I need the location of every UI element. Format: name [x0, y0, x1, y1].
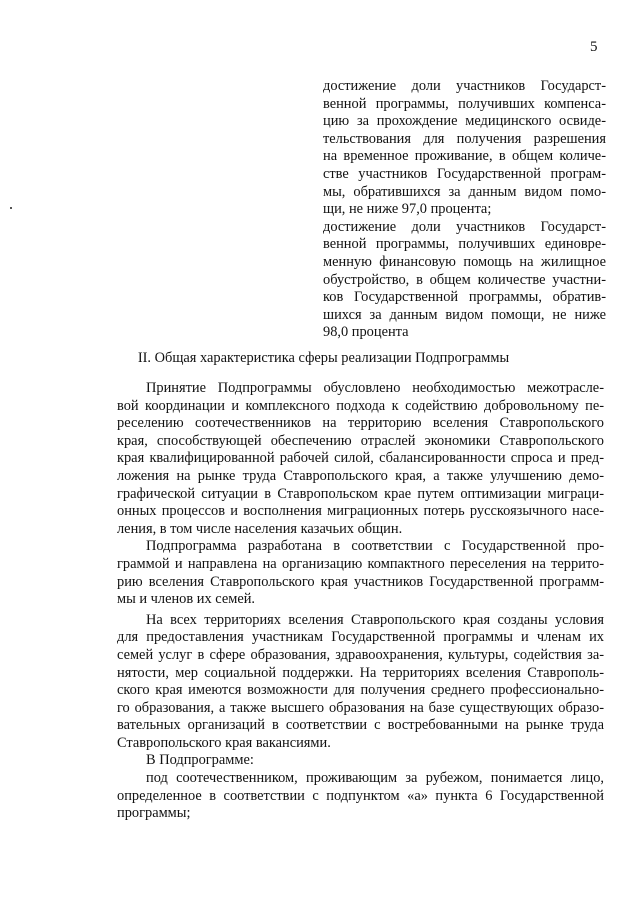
indicator-line: на временное проживание, в общем количе- — [323, 148, 606, 165]
indicator-line: щи, не ниже 97,0 процента; — [323, 201, 492, 218]
indicator-line: шихся за данным видом помощи, не ниже — [323, 306, 606, 323]
body-line: ского края имеются возможности для получения среднего профессионально- — [117, 682, 604, 699]
section-body — [117, 380, 604, 823]
body-line: На всех территориях вселения Ставропольского края созданы условия — [146, 611, 604, 628]
body-line: го образования, а также высшего образования на базе существующих образо- — [117, 699, 604, 716]
body-line: реселению соотечественников на территорию вселения Ставропольского — [117, 415, 604, 432]
body-line: рию вселения Ставропольского края участников Государственной программ- — [117, 573, 604, 590]
body-line: Подпрограмма разработана в соответствии с Государственной про- — [146, 538, 604, 555]
page-number: 5 — [590, 39, 598, 55]
body-line: В Подпрограмме: — [146, 752, 254, 769]
body-line: граммой и направлена на организацию компактного переселения на террито- — [117, 555, 604, 572]
indicator-line: достижение доли участников Государст- — [323, 218, 606, 235]
body-line: ложения на рынке труда Ставропольского края, а также улучшению демо- — [117, 467, 604, 484]
body-line: нятости, мер социальной поддержки. На территориях вселения Ставрополь- — [117, 664, 604, 681]
body-line: для предоставления участникам Государственной программы и членам их — [117, 629, 604, 646]
body-line: вой координации и комплексного подхода к содействию добровольному пе- — [117, 397, 604, 414]
indicator-list — [323, 78, 606, 342]
body-line: программы; — [117, 805, 191, 822]
indicator-line: 98,0 процента — [323, 324, 409, 341]
body-line: вательных организаций в соответствии с востребованными на рынке труда — [117, 717, 604, 734]
indicator-line: обустройство, в общем количестве участни- — [323, 271, 606, 288]
indicator-line: ков Государственной программы, обратив- — [323, 289, 606, 306]
body-line: края, способствующей обеспечению отраслей экономики Ставропольского — [117, 432, 604, 449]
body-line: графической ситуации в Ставропольском крае путем оптимизации миграци- — [117, 485, 604, 502]
indicator-line: цию за прохождение медицинского освиде- — [323, 113, 606, 130]
indicator-line: тельствования для получения разрешения — [323, 130, 606, 147]
body-line: семей услуг в сфере образования, здравоохранения, культуры, содействия за- — [117, 646, 604, 663]
body-line: ления, в том числе населения казачьих общин. — [117, 520, 403, 537]
body-line: Принятие Подпрограммы обусловлено необходимостью межотрасле- — [146, 380, 604, 396]
indicator-line: стве участников Государственной програм- — [323, 165, 606, 182]
indicator-line: менную финансовую помощь на жилищное — [323, 253, 606, 270]
section-title: II. Общая характеристика сферы реализации Подпрограммы — [137, 350, 510, 366]
body-line: мы и членов их семей. — [117, 591, 256, 608]
indicator-line: мы, обратившихся за данным видом помо- — [323, 183, 606, 200]
indicator-line: венной программы, получивших компенса- — [323, 95, 606, 112]
body-line: под соотечественником, проживающим за рубежом, понимается лицо, — [146, 770, 604, 787]
indicator-line: венной программы, получивших единовре- — [323, 236, 606, 253]
scan-speck — [10, 207, 12, 209]
indicator-line: достижение доли участников Государст- — [323, 78, 606, 94]
body-line: края квалифицированной рабочей силой, сбалансированности спроса и пред- — [117, 450, 604, 467]
body-line: определенное в соответствии с подпунктом «а» пункта 6 Государственной — [117, 787, 604, 804]
body-line: Ставропольского края вакансиями. — [117, 734, 331, 751]
body-line: онных процессов и восполнения миграционных потерь русскоязычного насе- — [117, 503, 604, 520]
